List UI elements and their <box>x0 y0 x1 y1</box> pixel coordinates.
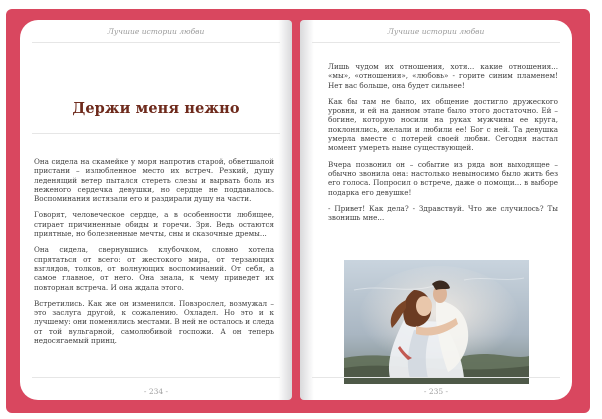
paragraph: Она сидела на скамейке у моря напротив старой, обветшалой пристани – излюбленное место их встреч. Резкий, душу леденящий ветер пытался стереть слезы и вырвать боль из неженого сердечка девушки, но сердце не поддавалось. Воспоминания истязали его и раздирали душу на части. <box>34 157 274 204</box>
chapter-title: Держи меня нежно <box>72 100 240 117</box>
paragraph: Лишь чудом их отношения, хотя... какие отношения... «мы», «отношения», «любовь» - горите синим пламенем! Нет вас больше, она будет сильнее! <box>328 62 558 90</box>
paragraph: Встретились. Как же он изменился. Повзрослел, возмужал – это заслуга другой, к сожалению. Охладел. Но это и к лучшему: они поменялись местами. В ней не осталось и следа от той вульгарной, самолюбивой госпожи. А он теперь недосягаемый принц. <box>34 298 274 346</box>
footer-divider <box>312 377 560 378</box>
running-title-right: Лучшие истории любви <box>387 27 485 36</box>
page-number-left: - 234 - <box>143 387 169 396</box>
left-page[interactable] <box>20 20 292 400</box>
header-divider <box>32 42 280 43</box>
header-divider <box>312 42 560 43</box>
page-number-right: - 235 - <box>423 387 449 396</box>
right-page-text <box>328 62 558 229</box>
paragraph: Вчера позвонил он – событие из ряда вон выходящее – обычно звонила она: настолько невыносимо было жить без его голоса. Попросил о встрече, даже о помощи... в выборе подарка его девушке! <box>328 159 558 197</box>
couple-painting-image <box>344 260 529 384</box>
painting-svg <box>344 260 529 384</box>
footer-divider <box>32 377 280 378</box>
paragraph: - Привет! Как дела? - Здравствуй. Что же случилось? Ты звонишь мне... <box>328 203 558 223</box>
paragraph: Она сидела, свернувшись клубочком, словно хотела спрятаться от всего: от жестокого мира, от терзающих взглядов, толков, от волнующих воспоминаний. От себя, а самое главное, от него. Она знала, к чему приведет их повторная встреча. И она ждала этого. <box>34 245 274 292</box>
left-page-text <box>34 157 274 352</box>
running-title-left: Лучшие истории любви <box>107 27 205 36</box>
paragraph: Как бы там не было, их общение достигло дружеского уровня, и ей на данном этапе было этого достаточно. Ей – богине, которую носили на руках мужчины ее круга, поклонялись, желали и любили ее! Бог с ней. Та девушка умерла вместе с потерей своей любви. Сегодня настал момент умереть ныне существующей. <box>328 96 558 153</box>
title-divider <box>32 133 280 134</box>
right-page[interactable] <box>300 20 572 400</box>
paragraph: Говорят, человеческое сердце, а в особенности любящее, стирает причиненные обиды и горечи. Зря. Ведь остаются приятные, но болезненные мечты, сны и сказочные дремы... <box>34 210 274 239</box>
